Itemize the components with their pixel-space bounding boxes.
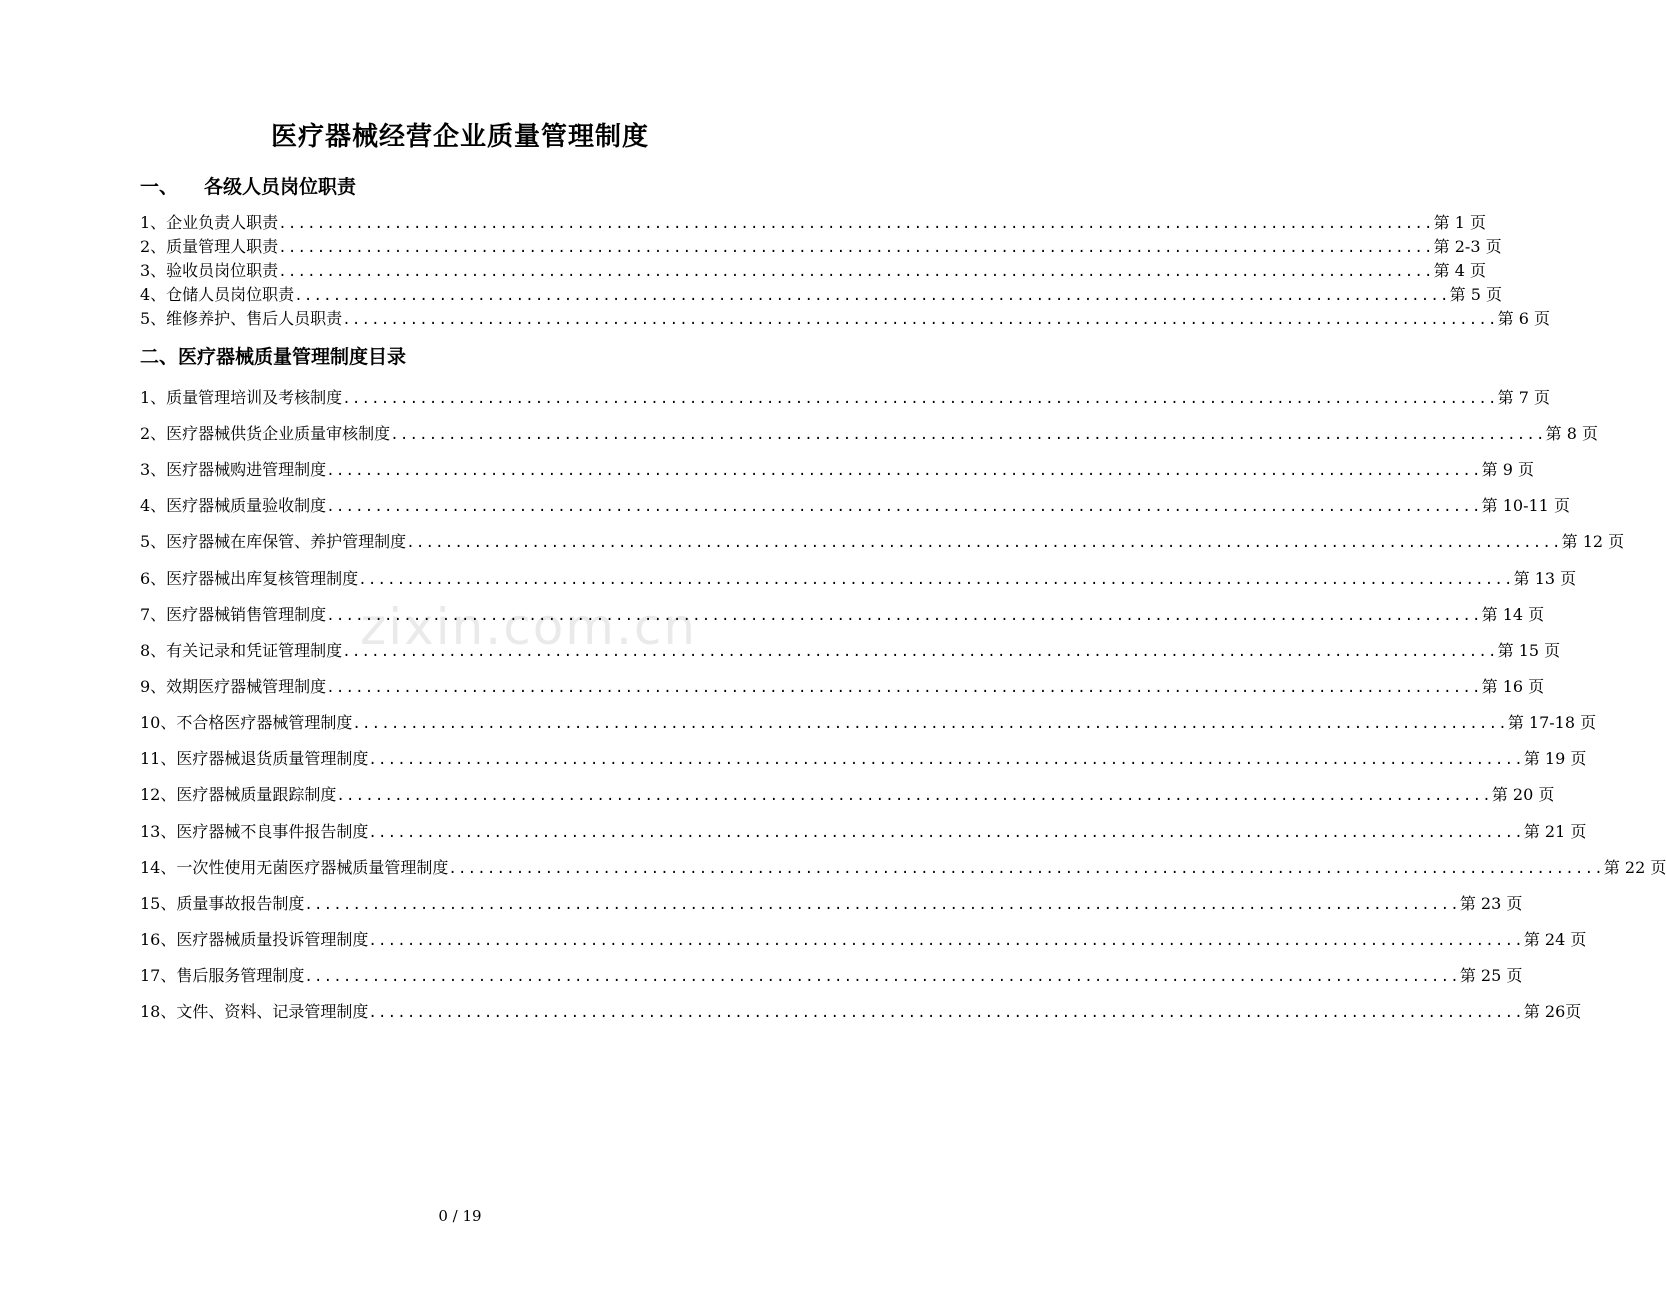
toc-leader-dots: ........................................................................................................................	[326, 608, 1482, 624]
toc-entry	[140, 493, 1570, 515]
toc-entry-page: 第 12 页	[1561, 532, 1625, 551]
toc-leader-dots: ........................................................................................................................	[342, 312, 1498, 328]
toc-entry-label: 13、医疗器械不良事件报告制度	[140, 822, 369, 841]
toc-leader-dots: ........................................................................................................................	[304, 897, 1460, 913]
toc-leader-dots: ........................................................................................................................	[326, 499, 1482, 515]
toc-entry-page: 第 6 页	[1497, 309, 1550, 328]
toc-entry-label: 7、医疗器械销售管理制度	[140, 605, 327, 624]
toc-entry	[140, 566, 1577, 588]
toc-entry	[140, 674, 1545, 696]
toc-entry-page: 第 1 页	[1433, 213, 1486, 232]
toc-leader-dots: ........................................................................................................................	[336, 788, 1492, 804]
toc-entry	[140, 602, 1545, 624]
toc-entry-label: 18、文件、资料、记录管理制度	[140, 1002, 369, 1021]
toc-entry-page: 第 19 页	[1523, 749, 1587, 768]
watermark: zixin.com.cn	[360, 598, 698, 656]
toc-entry	[140, 891, 1523, 913]
toc-entry	[140, 210, 1486, 232]
toc-entry-page: 第 22 页	[1603, 858, 1666, 877]
toc-leader-dots: ........................................................................................................................	[352, 716, 1508, 732]
toc-leader-dots: ........................................................................................................................	[368, 825, 1524, 841]
toc-entry-page: 第 15 页	[1497, 641, 1561, 660]
toc-leader-dots: ........................................................................................................................	[448, 861, 1604, 877]
toc-entry	[140, 306, 1550, 328]
toc-entry-page: 第 23 页	[1459, 894, 1523, 913]
toc-leader-dots: ........................................................................................................................	[406, 535, 1562, 551]
toc-leader-dots: ........................................................................................................................	[278, 264, 1434, 280]
toc-entry-label: 3、验收员岗位职责	[140, 261, 279, 280]
toc-entry-page: 第 9 页	[1481, 460, 1534, 479]
toc-entry-label: 17、售后服务管理制度	[140, 966, 305, 985]
toc-entry	[140, 999, 1582, 1021]
toc-entry	[140, 855, 1666, 877]
toc-leader-dots: ........................................................................................................................	[326, 463, 1482, 479]
toc-entry-page: 第 7 页	[1497, 388, 1550, 407]
toc-entry	[140, 710, 1597, 732]
section-2-heading: 二、医疗器械质量管理制度目录	[140, 346, 407, 368]
toc-entry-page: 第 14 页	[1481, 605, 1545, 624]
toc-entry-label: 5、维修养护、售后人员职责	[140, 309, 343, 328]
toc-entry-page: 第 8 页	[1545, 424, 1598, 443]
toc-entry-label: 5、医疗器械在库保管、养护管理制度	[140, 532, 407, 551]
toc-entry-label: 2、质量管理人职责	[140, 237, 279, 256]
toc-entry-label: 6、医疗器械出库复核管理制度	[140, 569, 359, 588]
toc-leader-dots: ........................................................................................................................	[368, 1005, 1524, 1021]
toc-entry-page: 第 10-11 页	[1481, 496, 1570, 515]
toc-entry	[140, 258, 1486, 280]
toc-entry-label: 1、质量管理培训及考核制度	[140, 388, 343, 407]
toc-leader-dots: ........................................................................................................................	[358, 572, 1514, 588]
toc-leader-dots: ........................................................................................................................	[278, 216, 1434, 232]
section-1-heading	[140, 172, 356, 199]
toc-entry-page: 第 16 页	[1481, 677, 1545, 696]
toc-entry-page: 第 5 页	[1449, 285, 1502, 304]
toc-entry-page: 第 25 页	[1459, 966, 1523, 985]
section-1-title: 各级人员岗位职责	[204, 176, 357, 198]
toc-entry	[140, 385, 1550, 407]
toc-entry	[140, 421, 1598, 443]
toc-entry	[140, 282, 1502, 304]
toc-entry-label: 15、质量事故报告制度	[140, 894, 305, 913]
toc-leader-dots: ........................................................................................................................	[294, 288, 1450, 304]
toc-entry-page: 第 4 页	[1433, 261, 1486, 280]
toc-leader-dots: ........................................................................................................................	[390, 427, 1546, 443]
toc-entry	[140, 782, 1555, 804]
toc-leader-dots: ........................................................................................................................	[368, 933, 1524, 949]
toc-entry	[140, 234, 1502, 256]
toc-leader-dots: ........................................................................................................................	[342, 391, 1498, 407]
toc-entry	[140, 529, 1625, 551]
toc-entry-page: 第 26页	[1523, 1002, 1582, 1021]
section-1-number: 一、	[140, 176, 179, 198]
toc-entry	[140, 638, 1561, 660]
toc-leader-dots: ........................................................................................................................	[304, 969, 1460, 985]
toc-entry-label: 16、医疗器械质量投诉管理制度	[140, 930, 369, 949]
toc-entry-page: 第 2-3 页	[1433, 237, 1502, 256]
toc-entry-label: 2、医疗器械供货企业质量审核制度	[140, 424, 391, 443]
toc-leader-dots: ........................................................................................................................	[368, 752, 1524, 768]
toc-entry-label: 4、医疗器械质量验收制度	[140, 496, 327, 515]
toc-entry-page: 第 20 页	[1491, 785, 1555, 804]
toc-entry-label: 10、不合格医疗器械管理制度	[140, 713, 353, 732]
toc-entry-page: 第 17-18 页	[1507, 713, 1597, 732]
page-number: 0 / 19	[438, 1207, 482, 1225]
toc-leader-dots: ........................................................................................................................	[326, 680, 1482, 696]
toc-entry-label: 14、一次性使用无菌医疗器械质量管理制度	[140, 858, 449, 877]
toc-entry-page: 第 24 页	[1523, 930, 1587, 949]
toc-entry-label: 11、医疗器械退货质量管理制度	[140, 749, 369, 768]
toc-entry-label: 9、效期医疗器械管理制度	[140, 677, 327, 696]
document-title: 医疗器械经营企业质量管理制度	[270, 122, 649, 152]
toc-entry	[140, 819, 1587, 841]
toc-entry	[140, 963, 1523, 985]
toc-entry	[140, 927, 1587, 949]
toc-entry	[140, 457, 1534, 479]
toc-entry-label: 8、有关记录和凭证管理制度	[140, 641, 343, 660]
toc-entry-page: 第 21 页	[1523, 822, 1587, 841]
toc-entry	[140, 746, 1587, 768]
toc-leader-dots: ........................................................................................................................	[342, 644, 1498, 660]
toc-entry-label: 3、医疗器械购进管理制度	[140, 460, 327, 479]
toc-entry-page: 第 13 页	[1513, 569, 1577, 588]
toc-entry-label: 1、企业负责人职责	[140, 213, 279, 232]
toc-entry-label: 4、仓储人员岗位职责	[140, 285, 295, 304]
toc-entry-label: 12、医疗器械质量跟踪制度	[140, 785, 337, 804]
toc-leader-dots: ........................................................................................................................	[278, 240, 1434, 256]
